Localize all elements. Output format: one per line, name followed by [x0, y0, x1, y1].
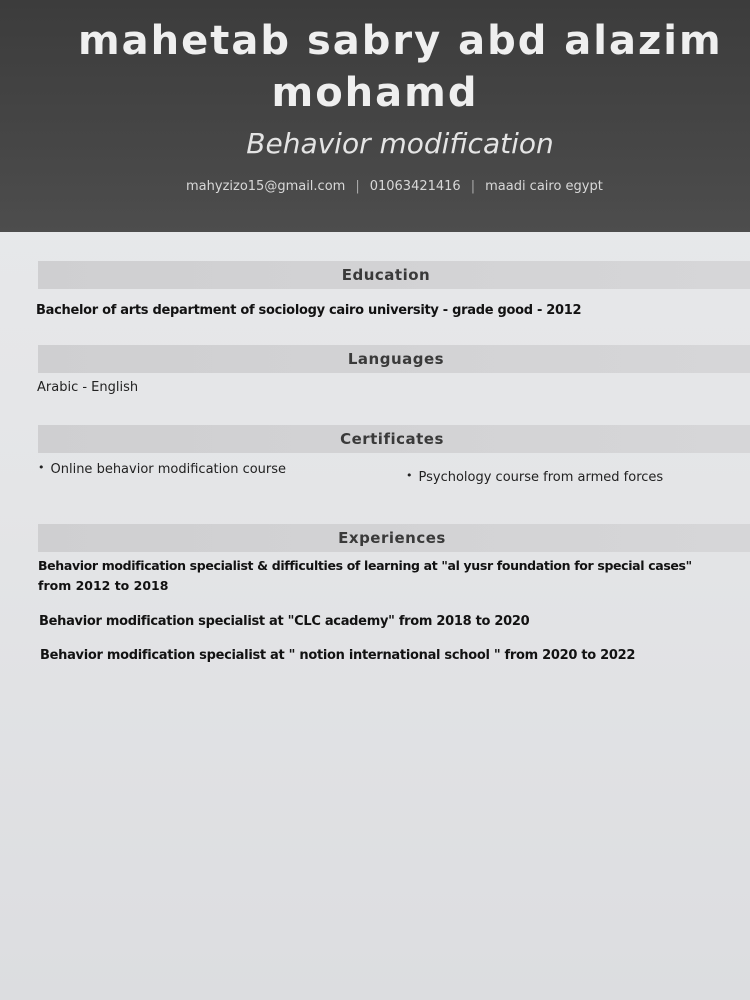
- cv-header: [0, 0, 750, 232]
- section-heading-languages: [38, 345, 750, 373]
- separator: |: [355, 179, 360, 194]
- certificate-item: • Psychology course from armed forces: [406, 470, 663, 486]
- experience-item: Behavior modification specialist at " notion international school " from 2020 to 2022: [40, 648, 636, 663]
- section-title: Certificates: [340, 430, 444, 448]
- education-entry: Bachelor of arts department of sociology cairo university - grade good - 2012: [36, 303, 582, 318]
- location: maadi cairo egypt: [485, 179, 603, 194]
- section-title: Languages: [347, 350, 445, 368]
- experience-item: Behavior modification specialist at "CLC academy" from 2018 to 2020: [39, 614, 530, 629]
- certificate-item: • Online behavior modification course: [38, 462, 286, 478]
- section-title: Education: [341, 266, 431, 284]
- separator: |: [470, 179, 476, 194]
- languages-entry: Arabic - English: [37, 380, 139, 395]
- experience-item-dates: from 2012 to 2018: [38, 578, 169, 593]
- experience-item: Behavior modification specialist & difficulties of learning at "al yusr foundation for special cases": [38, 558, 692, 573]
- email: mahyzizo15@gmail.com: [186, 179, 346, 194]
- contact-line: [186, 178, 603, 196]
- section-heading-certificates: [38, 425, 750, 453]
- section-title: Experiences: [338, 529, 446, 547]
- name-line-2: mohamd: [271, 70, 479, 116]
- section-heading-experiences: [38, 524, 750, 552]
- name-line-1: mahetab sabry abd alazim: [78, 18, 723, 64]
- phone: 01063421416: [369, 179, 461, 194]
- section-heading-education: [38, 261, 750, 289]
- job-title: Behavior modification: [246, 127, 554, 160]
